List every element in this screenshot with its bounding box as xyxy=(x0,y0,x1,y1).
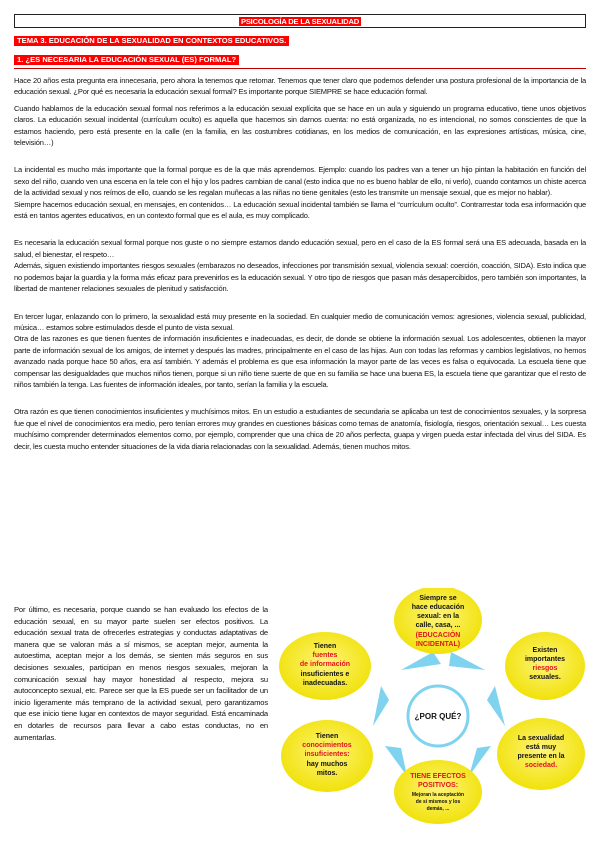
arrow-top-right xyxy=(449,652,485,670)
arrow-left xyxy=(373,686,389,726)
svg-text:insuficientes:: insuficientes: xyxy=(304,751,350,758)
question-line xyxy=(14,49,586,67)
section-question: 1. ¿ES NECESARIA LA EDUCACIÓN SEXUAL (ES) FORMAL? xyxy=(14,55,239,65)
svg-text:Tienen: Tienen xyxy=(313,643,337,650)
svg-text:fuentes: fuentes xyxy=(312,652,338,659)
svg-text:de información: de información xyxy=(299,661,351,668)
svg-text:conocimientos: conocimientos xyxy=(302,742,352,749)
arrow-bottom-right xyxy=(469,746,491,776)
svg-text:La sexualidad: La sexualidad xyxy=(517,735,565,742)
paragraph-1: Hace 20 años esta pregunta era innecesaria, pero ahora la tenemos que retomar. Tenemos que tener claro que podemos defender una postura profesional de la importancia de la educación sexual. ¿Por qué es necesaria la educación sexual formal? Es importante porque SIEMPRE se hace educación formal. xyxy=(14,76,586,97)
document-header xyxy=(14,14,586,28)
paragraph-8: Otra de las razones es que tienen fuentes de información insuficientes e inadecuadas, es decir, de donde se obtiene la información sexual. Los adolescentes, obtienen la mayor parte de información sexual de los amigos, de internet y después las madres, principalmente en el caso de las hijas. Aun con todas las reformas y cambios legislativos, no hemos avanzado nada porque hace 50 años, era así también. Y además el problema es que esa información la mayor parte de las veces es falsa o equivocada. La escuela tiene que compensar las desigualdades que muchos niños tienen, porque si un niño tiene suerte de que en su familia se hace una buena ES, la escuela tiene que garantizar que el resto de niños también la tenga. Las fuentes de información ideales, por tanto, serían la familia y la escuela. xyxy=(14,334,586,389)
svg-text:está muy: está muy xyxy=(525,744,557,751)
paragraph-9: Otra razón es que tienen conocimientos insuficientes y muchísimos mitos. En un estudio a estudiantes de secundaria se aplicaba un test de conocimientos sexuales, y la sorpresa fue que el nivel de conocimientos era medio, pero tenían errores muy grandes en cuestiones básicas como temas de anatomía, fisiología, riesgos, orientación sexual… Les cuesta muchísimo comprender determinados elementos como, por ejemplo, comprender que una chica de 20 años perfecta, guapa y virgen pueda estar infectada del virus del SIDA. Es decir, les cuesta mucho entender situaciones de la vida diaria relacionadas con la sexualidad. Además, tienen muchos mitos. xyxy=(14,407,586,451)
svg-text:Tienen: Tienen xyxy=(315,733,339,740)
svg-text:riesgos: riesgos xyxy=(532,665,558,672)
svg-text:(EDUCACIÓN: (EDUCACIÓN xyxy=(415,632,461,639)
paragraph-7: En tercer lugar, enlazando con lo primero, la sexualidad está muy presente en la sociedad. En cualquier medio de comunicación vemos: agresiones, violencia sexual, publicidad, música… estamos sobre estimulados desde el punto de vista sexual. xyxy=(14,311,586,332)
svg-text:inadecuadas.: inadecuadas. xyxy=(302,680,348,687)
svg-text:calle, casa, ...: calle, casa, ... xyxy=(415,622,461,629)
paragraph-10: Por último, es necesaria, porque cuando se han evaluado los efectos de la educación sexual, en su mayor parte suelen ser efectos positivos. La educación sexual trata de ofrecerles estrategias y conductas adaptativas de manera que se valoran más a sí mismos, se aceptan mejor, aumenta la autoestima, aceptan mejor a los demás, se sienten más seguros en sus decisiones sexuales, participan en menos riesgos sexuales, mejoran la comunicación sexual hay mayor honestidad al respecto, mejora su autoconcepto sexual, etc. Parece ser que la ES puede ser un facilitador de un inicio ligeramente más temprano de la actividad sexual, pero garantizamos que ese inicio tiene lugar en contextos de mayor seguridad. Está encaminada en dotarles de recursos para llevar a cabo estas conductas, no en aumentarlas. xyxy=(14,605,268,742)
document-page xyxy=(14,14,586,452)
svg-text:mitos.: mitos. xyxy=(316,770,338,777)
paragraph-6: Además, siguen existiendo importantes riesgos sexuales (embarazos no deseados, infecciones por transmisión sexual, violencia sexual: coerción, coacción, SIDA). Esto indica que no podemos bajar la guardia y la forma más eficaz para prevenirlos es la educación sexual. Y otro tipo de riesgos que pasan más desapercibidos, pero también son importantes, la libertad de mantener relaciones sexuales de plenitud y satisfacción. xyxy=(14,261,586,294)
svg-text:presente en la: presente en la xyxy=(517,753,565,760)
svg-text:POSITIVOS:: POSITIVOS: xyxy=(417,782,459,789)
header-title: PSICOLOGÍA DE LA SEXUALIDAD xyxy=(240,16,360,26)
svg-text:Siempre se: Siempre se xyxy=(419,595,457,602)
svg-text:sexual: en la: sexual: en la xyxy=(416,613,460,620)
svg-text:TIENE EFECTOS: TIENE EFECTOS xyxy=(410,773,466,780)
svg-text:hay muchos: hay muchos xyxy=(306,761,348,768)
svg-text:importantes: importantes xyxy=(524,656,566,663)
arrow-right xyxy=(487,686,505,726)
paragraph-5: Es necesaria la educación sexual formal porque nos guste o no siempre estamos dando educación sexual, pero en el caso de la ES formal será una ES adecuada, basada en la salud, el bienestar, el respeto… xyxy=(14,238,586,259)
paragraph-2: Cuando hablamos de la educación sexual formal nos referimos a la educación sexual explícita que se hace en un aula y siguiendo un programa educativo, tiene unos objetivos claros. La educación sexual incidental (currículum oculto) es aquella que hacemos sin darnos cuenta: no está organizada, no es intencional, no somos conscientes de que la estamos haciendo, pero está presente en la calle (en la familia, en las costumbres cotidianas, en los medios de comunicación, en las expresiones artísticas, música, cine, televisión…) xyxy=(14,103,586,148)
svg-text:demás, ...: demás, ... xyxy=(426,806,450,812)
paragraph-4: Siempre hacemos educación sexual, en mensajes, en contenidos… La educación sexual incidental también se llama el “currículum oculto”. Contrarrestar toda esa información que está en tantos agentes educativos, en un contexto formal que es el aula, es muy complicado. xyxy=(14,199,586,221)
paragraph-3: La incidental es mucho más importante que la formal porque es de la que más aprendemos. Ejemplo: cuando los padres van a tener un hijo pintan la habitación en función del sexo del niño, cuando ven una escena en la tele con el hijo y los padres cambian de canal (esto indica que no es bueno hablar de ello, ni verlo), cuando contamos un chiste acerca de la actividad sexual y nos reímos de ello, cuando se les regalan muñecas a las niñas no tiene genitales (esto les transmite un mensaje sexual, que es mejor no hablar). xyxy=(14,165,586,198)
svg-text:insuficientes e: insuficientes e xyxy=(300,671,350,678)
topic-line xyxy=(14,30,586,48)
svg-text:Mejoran la aceptación: Mejoran la aceptación xyxy=(411,792,465,798)
center-label: ¿POR QUÉ? xyxy=(414,712,462,721)
svg-text:INCIDENTAL): INCIDENTAL) xyxy=(415,641,461,648)
svg-text:sociedad.: sociedad. xyxy=(524,762,558,769)
svg-text:Existen: Existen xyxy=(532,647,558,654)
topic-title: TEMA 3. EDUCACIÓN DE LA SEXUALIDAD EN CONTEXTOS EDUCATIVOS. xyxy=(14,36,289,46)
svg-text:de sí mismos y los: de sí mismos y los xyxy=(415,799,461,805)
closing-section xyxy=(14,604,268,743)
arrow-top-left xyxy=(401,652,441,670)
svg-text:sexuales.: sexuales. xyxy=(529,674,561,681)
svg-text:hace educación: hace educación xyxy=(411,604,465,611)
reasons-diagram xyxy=(273,588,591,826)
arrow-bottom-left xyxy=(385,746,407,776)
